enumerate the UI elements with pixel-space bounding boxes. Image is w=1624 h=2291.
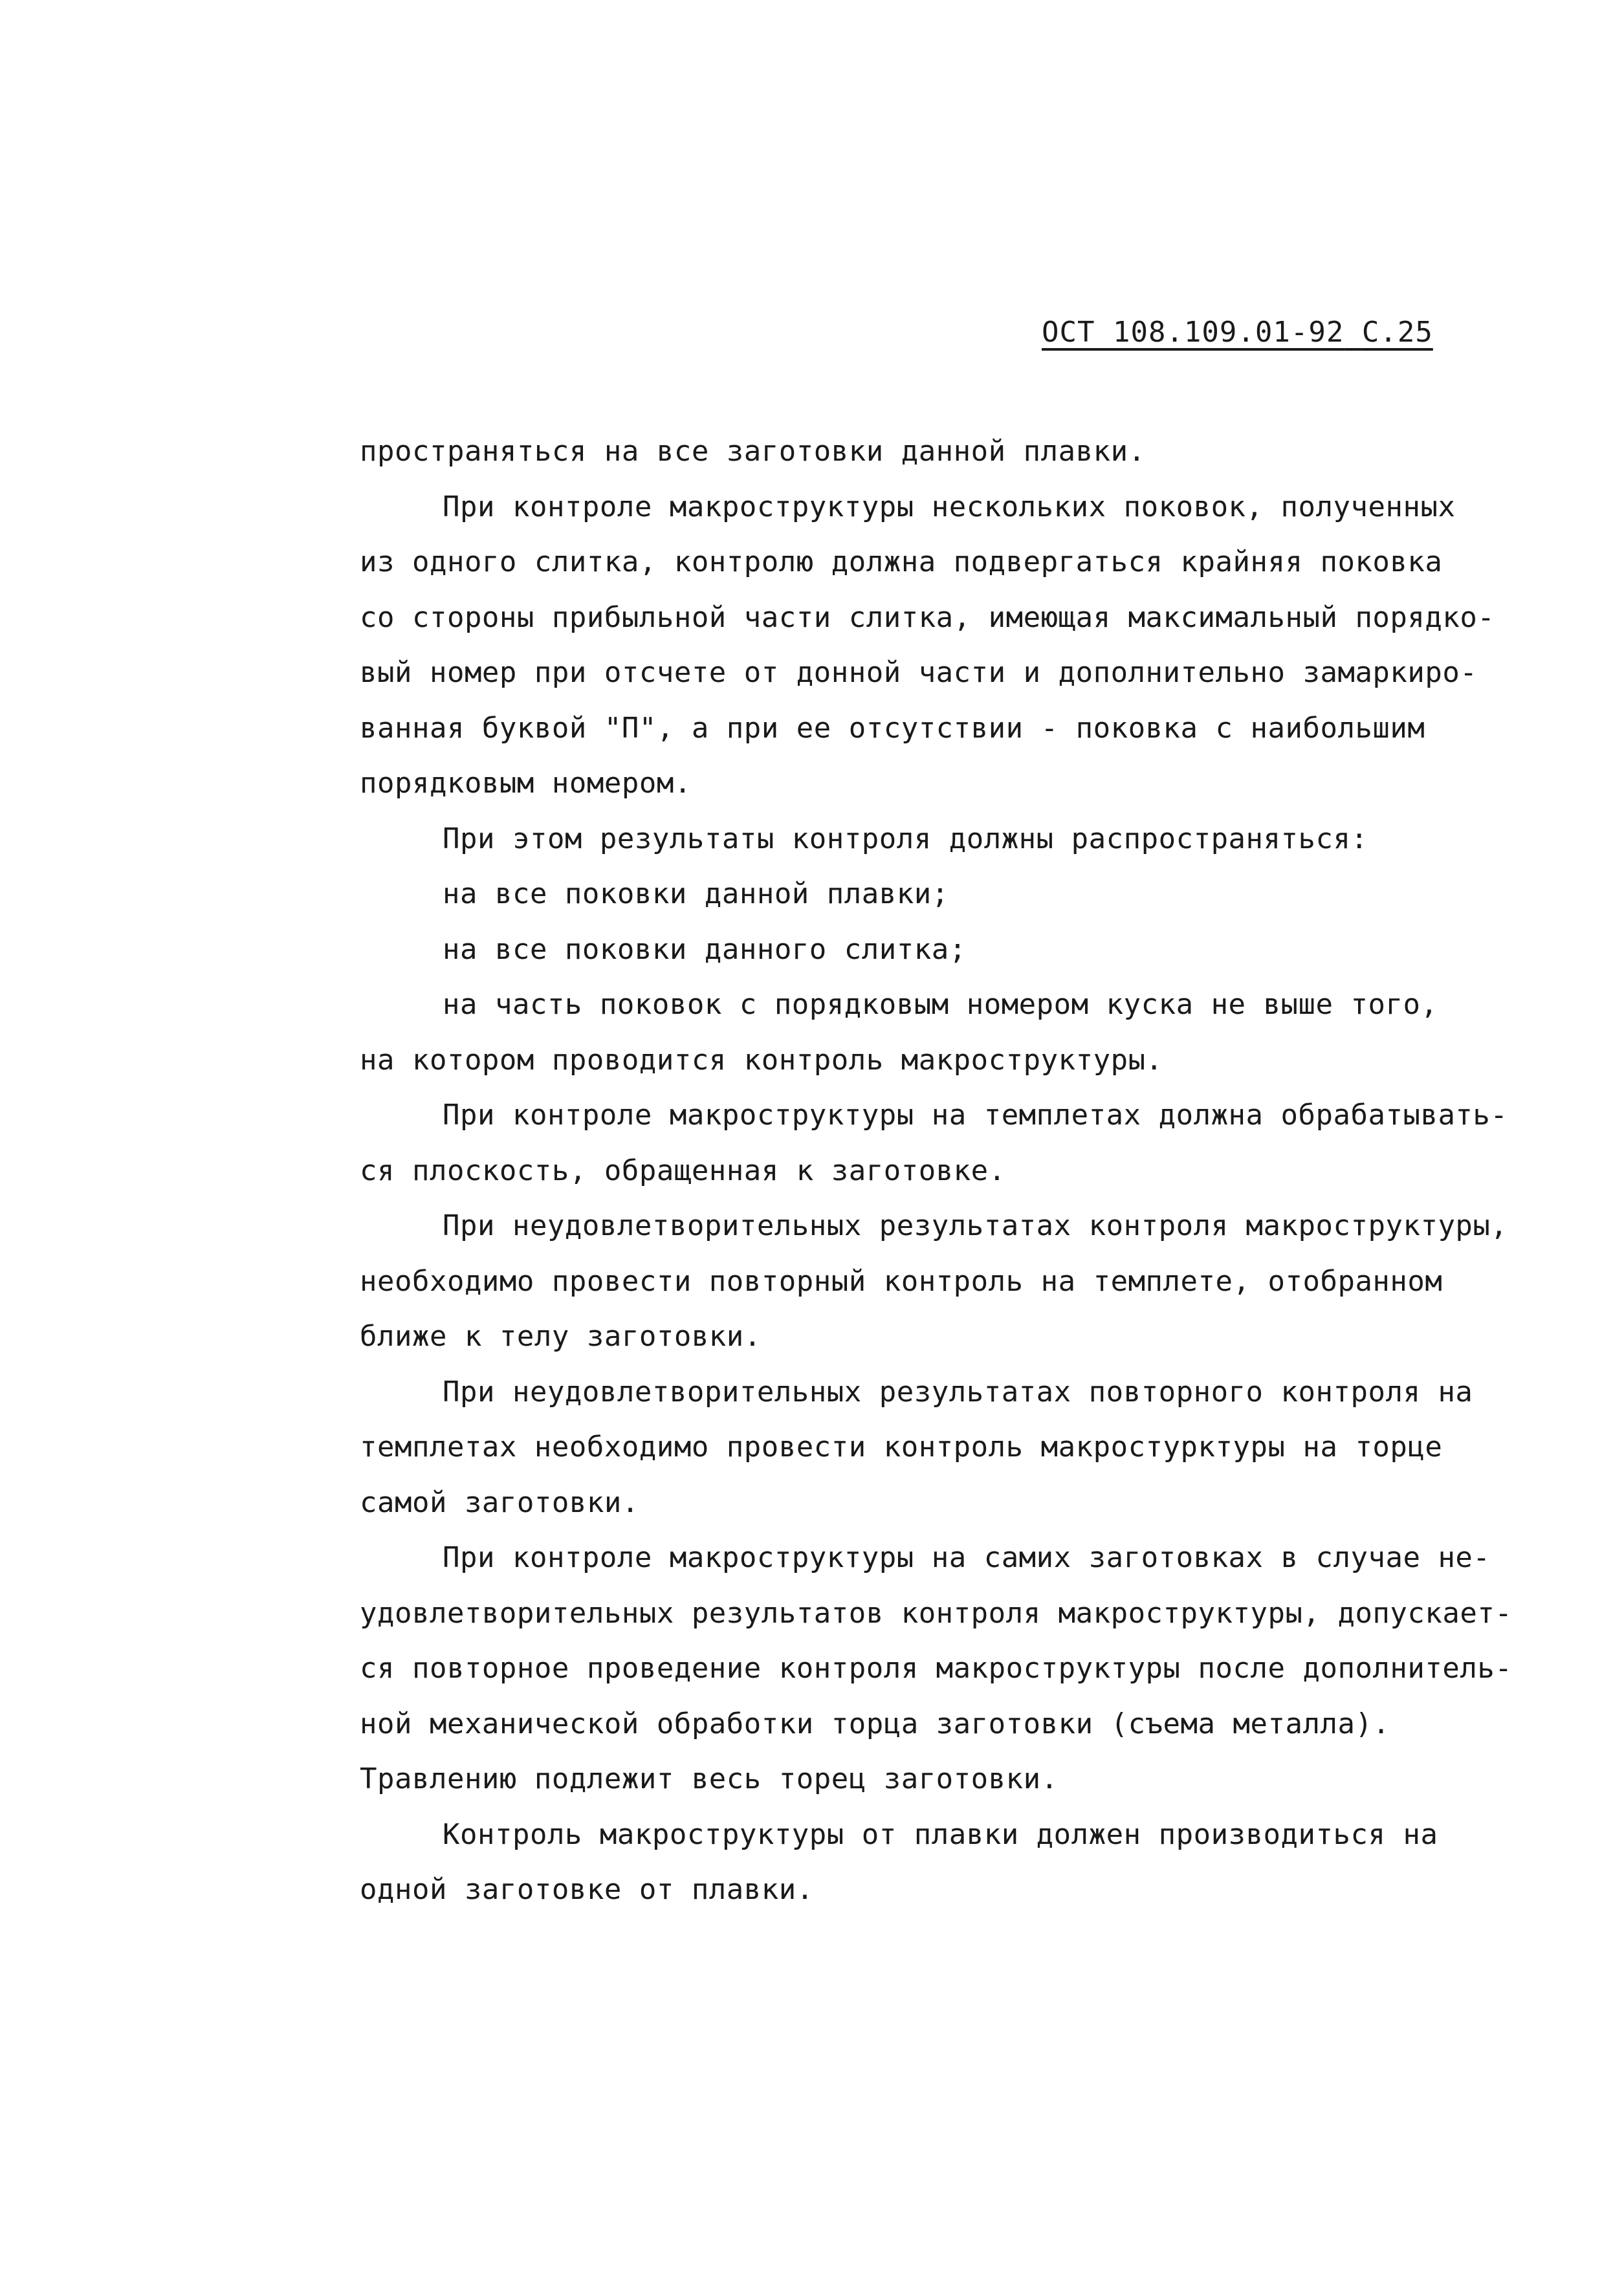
text-line: При неудовлетворительных результатах контроля макроструктуры, — [443, 1209, 1508, 1242]
text-line: При неудовлетворительных результатах повторного контроля на — [443, 1375, 1473, 1409]
text-line: При контроле макроструктуры на темплетах должна обрабатывать- — [443, 1099, 1508, 1132]
body-text — [360, 424, 1513, 1918]
text-line: удовлетворительных результатов контроля макроструктуры, допускает- — [360, 1596, 1513, 1630]
text-line: пространяться на все заготовки данной плавки. — [360, 435, 1146, 468]
text-line: ся повторное проведение контроля макроструктуры после дополнитель- — [360, 1652, 1513, 1685]
text-line: ближе к телу заготовки. — [360, 1320, 762, 1353]
text-line: необходимо провести повторный контроль на темплете, отобранном — [360, 1264, 1443, 1298]
text-line: самой заготовки. — [360, 1485, 639, 1519]
text-line: При контроле макроструктуры на самих заготовках в случае не- — [443, 1541, 1491, 1574]
text-line: вый номер при отсчете от донной части и дополнительно замаркиро- — [360, 656, 1478, 689]
text-line: При контроле макроструктуры нескольких поковок, полученных — [443, 490, 1456, 523]
text-line: ванная буквой "П", а при ее отсутствии - поковка с наибольшим — [360, 711, 1425, 745]
text-line: на все поковки данного слитка; — [443, 932, 967, 966]
page-number: С.25 — [1361, 316, 1433, 349]
doc-code: ОСТ 108.109.01-92 — [1042, 316, 1344, 349]
text-line: на все поковки данной плавки; — [443, 877, 949, 910]
page-header — [1042, 316, 1433, 349]
text-line: ся плоскость, обращенная к заготовке. — [360, 1154, 1006, 1187]
text-line: одной заготовке от плавки. — [360, 1873, 814, 1906]
text-line: на котором проводится контроль макроструктуры. — [360, 1043, 1163, 1077]
text-line: порядковым номером. — [360, 767, 692, 800]
text-line: Травлению подлежит весь торец заготовки. — [360, 1762, 1059, 1795]
text-line: из одного слитка, контролю должна подвергаться крайняя поковка — [360, 545, 1443, 578]
text-line: темплетах необходимо провести контроль макростурктуры на торце — [360, 1431, 1443, 1463]
text-line: на часть поковок с порядковым номером куска не выше того, — [443, 988, 1438, 1021]
text-line: Контроль макроструктуры от плавки должен производиться на — [443, 1817, 1438, 1851]
text-line: со стороны прибыльной части слитка, имеющая максимальный порядко- — [360, 600, 1495, 634]
text-line: ной механической обработки торца заготовки (съема металла). — [360, 1707, 1390, 1740]
text-line: При этом результаты контроля должны распространяться: — [443, 822, 1368, 855]
